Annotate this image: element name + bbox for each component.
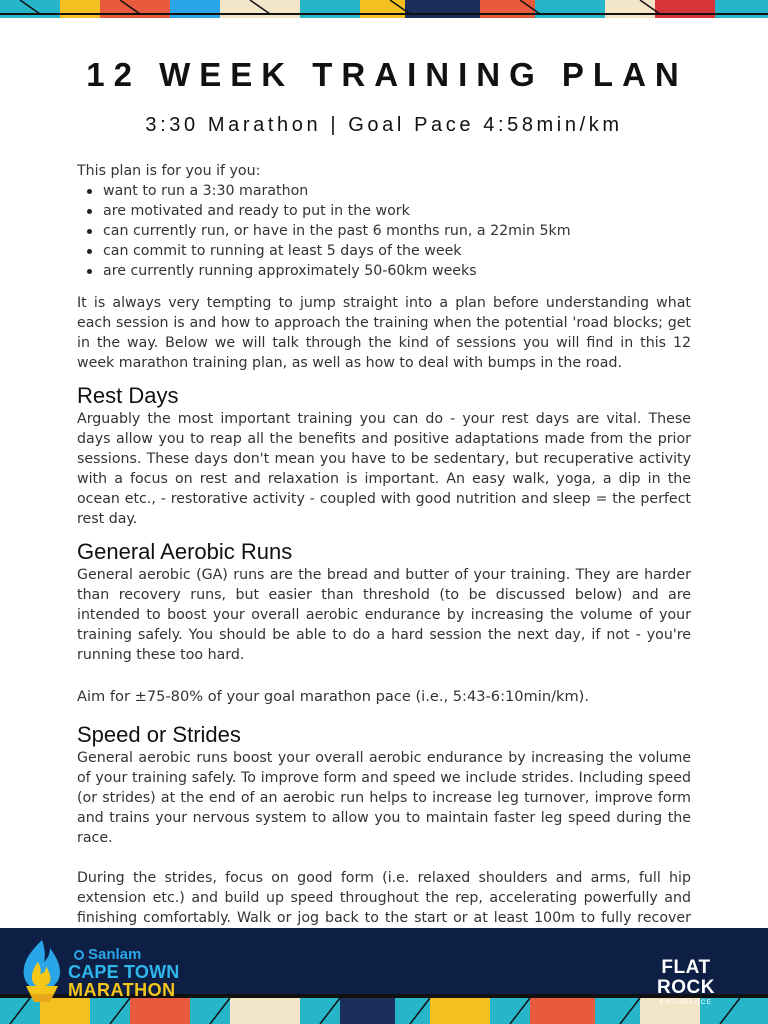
intro-bullet-list [77, 181, 691, 281]
intro-paragraph: It is always very tempting to jump straight into a plan before understanding what each session is and how to approach the training when the potential 'road blocks; get in the way. Below we will talk through the kind of sessions you will find in this 12 week marathon training plan, as well as how to deal with bumps in the road. [77, 295, 691, 371]
sanlam-shield-icon [74, 950, 84, 960]
endurance-text: ENDURANCE [659, 999, 713, 1006]
section-heading-rest-days: Rest Days [77, 383, 179, 408]
list-item: are motivated and ready to put in the work [77, 201, 691, 221]
sanlam-sponsor-label [74, 946, 141, 963]
intro-lead: This plan is for you if you: [77, 163, 261, 179]
general-aerobic-paragraph: General aerobic (GA) runs are the bread and butter of your training. They are harder than recovery runs, but easier than threshold (to be discussed below) and are intended to boost your overall aerobic endurance by increasing the volume of your training safely. You should be able to do a hard session the next day, if not - you're running these too hard. [77, 567, 691, 663]
flat-rock-endurance-logo [630, 957, 742, 1006]
list-item: want to run a 3:30 marathon [77, 181, 691, 201]
list-item: can commit to running at least 5 days of the week [77, 241, 691, 261]
cape-town-text: CAPE TOWN [68, 962, 180, 982]
strides-paragraph-2: During the strides, focus on good form (i.e. relaxed shoulders and arms, full hip extension etc.) and build up speed throughout the rep, accelerating powerfully and finishing comfortably. Walk or jog back to the start or at least 100m to fully recover [77, 869, 691, 926]
page-title: 12 WEEK TRAINING PLAN [86, 56, 688, 93]
sanlam-text: Sanlam [88, 946, 142, 963]
top-decorative-band [0, 0, 768, 18]
cape-town-marathon-logo [16, 934, 206, 1004]
section-heading-speed-or-strides: Speed or Strides [77, 721, 241, 747]
list-item: are currently running approximately 50-60km weeks [77, 261, 691, 281]
section-heading-general-aerobic-runs: General Aerobic Runs [77, 539, 293, 564]
flame-logo-icon [16, 938, 68, 1004]
rest-days-paragraph: Arguably the most important training you can do - your rest days are vital. These days allow you to reap all the benefits and positive adaptations made from the prior sessions. These days don't mean you have to be sedentary, but recuperative activity with a focus on rest and relaxation is important. An easy walk, yoga, a dip in the ocean etc., - restorative activity - coupled with good nutrition and sleep = the perfect rest day. [77, 411, 691, 527]
flat-rock-text: FLAT ROCK [657, 957, 715, 998]
list-item: can currently run, or have in the past 6 months run, a 22min 5km [77, 221, 691, 241]
page-subtitle: 3:30 Marathon | Goal Pace 4:58min/km [145, 114, 623, 136]
marathon-text: MARATHON [68, 980, 176, 1000]
general-aerobic-aim: Aim for ±75-80% of your goal marathon pace (i.e., 5:43-6:10min/km). [77, 688, 589, 705]
document-body [77, 56, 691, 948]
strides-paragraph-1: General aerobic runs boost your overall aerobic endurance by increasing the volume of your training safely. To improve form and speed we include strides. Including speed (or strides) at the end of an aerobic run helps to increase leg turnover, improve form and trains your nervous system to allow you to maintain faster leg speed during the race. [77, 749, 691, 846]
